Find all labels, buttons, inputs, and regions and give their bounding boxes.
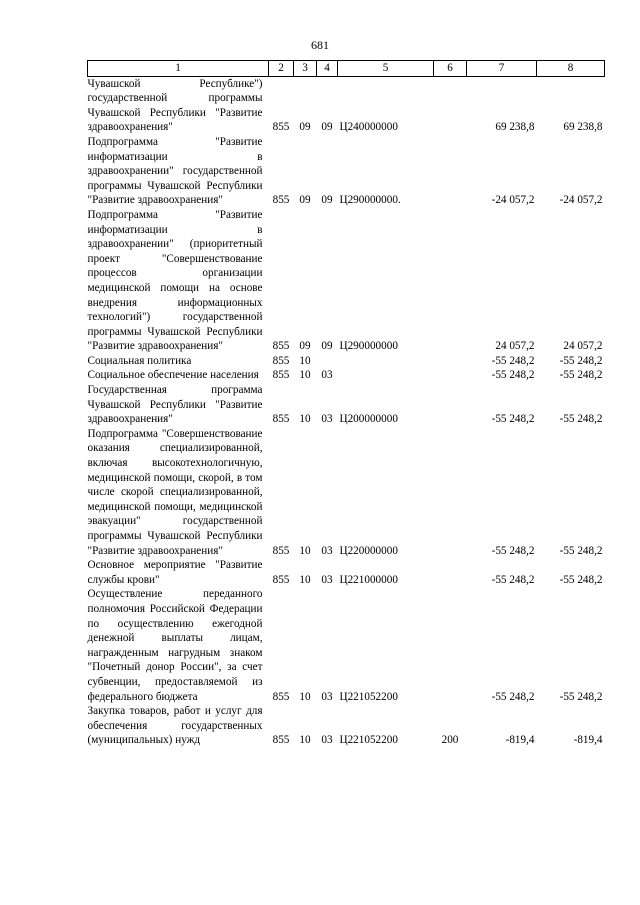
row-subsection: 03 (321, 544, 333, 557)
row-name: Чувашской Республике") государственной программы Чувашской Республики "Развитие здравоохранения" (87, 77, 263, 134)
row-name: Социальная политика (87, 354, 192, 367)
row-target-code: Ц290000000 (339, 340, 398, 353)
row-target-code: Ц290000000. (339, 194, 401, 207)
row-target-code: Ц200000000 (339, 413, 398, 426)
column-header: 2 (269, 61, 294, 77)
row-name: Основное мероприятие "Развитие службы крови" (87, 559, 263, 586)
row-ministry-code: 855 (272, 369, 290, 382)
row-amount-2: -55 248,2 (559, 354, 603, 367)
column-header: 4 (317, 61, 338, 77)
row-section: 10 (299, 354, 311, 367)
row-target-code: Ц221052200 (339, 734, 398, 747)
row-subsection: 03 (321, 734, 333, 747)
row-target-code (338, 368, 434, 383)
row-target-code (338, 354, 434, 369)
row-amount-2: -819,4 (573, 734, 603, 747)
row-subsection: 03 (321, 369, 333, 382)
row-amount-1: -55 248,2 (491, 369, 535, 382)
row-name: Государственная программа Чувашской Республики "Развитие здравоохранения" (87, 384, 263, 426)
row-amount-1: -55 248,2 (491, 413, 535, 426)
row-amount-2: 69 238,8 (563, 121, 603, 134)
row-ministry-code: 855 (272, 690, 290, 703)
row-amount-1: -55 248,2 (491, 354, 535, 367)
row-ministry-code: 855 (272, 734, 290, 747)
row-target-code: Ц240000000 (339, 121, 398, 134)
row-section: 10 (299, 573, 311, 586)
row-name: Подпрограмма "Совершенствование оказания специализированной, включая высокотехнологичную, медицинской помощи, скорой, в том числе скорой специализированной, медицинской помощи, медицинской эвакуации" государственной программы Чувашской Республики "Развитие здравоохранения" (87, 427, 263, 557)
row-section: 09 (299, 194, 311, 207)
row-name: Социальное обеспечение населения (87, 369, 259, 382)
table-row (88, 383, 605, 427)
row-section: 10 (299, 734, 311, 747)
row-subsection: 09 (321, 340, 333, 353)
row-amount-1: -55 248,2 (491, 573, 535, 586)
row-section: 10 (299, 413, 311, 426)
row-section: 10 (299, 544, 311, 557)
column-header: 7 (467, 61, 537, 77)
row-amount-2: -55 248,2 (559, 369, 603, 382)
row-section: 09 (299, 340, 311, 353)
row-subsection: 03 (321, 690, 333, 703)
row-name: Подпрограмма "Развитие информатизации в здравоохранении" (приоритетный проект "Совершенствование процессов организации медицинской помощи на основе внедрения информационных технологий") государственной программы Чувашской Республики "Развитие здравоохранения" (87, 208, 263, 353)
row-amount-1: 69 238,8 (495, 121, 535, 134)
table-row (88, 208, 605, 354)
table-row (88, 135, 605, 208)
row-name: Закупка товаров, работ и услуг для обеспечения государственных (муниципальных) нужд (87, 705, 263, 747)
row-amount-2: -55 248,2 (559, 544, 603, 557)
row-expense-type (434, 383, 467, 427)
row-ministry-code: 855 (272, 340, 290, 353)
row-amount-1: -24 057,2 (491, 194, 535, 207)
row-section: 10 (299, 369, 311, 382)
row-name: Осуществление переданного полномочия Российской Федерации по осуществлению ежегодной денежной выплаты лицам, награжденным нагрудным знаком "Почетный донор России", за счет субвенции, предоставляемой из федерального бюджета (87, 588, 263, 703)
row-subsection (317, 354, 338, 369)
table-row (88, 368, 605, 383)
table-row (88, 587, 605, 704)
row-amount-1: -819,4 (505, 734, 535, 747)
page-number: 681 (311, 38, 329, 52)
row-expense-type (434, 76, 467, 135)
column-header: 5 (338, 61, 434, 77)
row-expense-type (434, 135, 467, 208)
row-subsection: 09 (321, 194, 333, 207)
row-ministry-code: 855 (272, 121, 290, 134)
column-header: 8 (537, 61, 605, 77)
row-ministry-code: 855 (272, 573, 290, 586)
row-amount-2: -55 248,2 (559, 413, 603, 426)
row-target-code: Ц220000000 (339, 544, 398, 557)
row-expense-type (434, 427, 467, 558)
row-expense-type (434, 368, 467, 383)
row-amount-2: -24 057,2 (559, 194, 603, 207)
table-row (88, 558, 605, 587)
row-expense-type (434, 208, 467, 354)
budget-table (87, 60, 605, 748)
row-expense-type: 200 (441, 734, 459, 747)
table-row (88, 704, 605, 748)
row-amount-1: -55 248,2 (491, 690, 535, 703)
row-amount-1: 24 057,2 (495, 340, 535, 353)
table-row (88, 354, 605, 369)
table-header-row (88, 61, 605, 77)
column-header: 1 (88, 61, 269, 77)
row-expense-type (434, 354, 467, 369)
row-subsection: 03 (321, 413, 333, 426)
table-row (88, 76, 605, 135)
row-expense-type (434, 558, 467, 587)
row-name: Подпрограмма "Развитие информатизации в здравоохранении" государственной программы Чувашской Республики "Развитие здравоохранения" (87, 135, 263, 207)
row-amount-2: -55 248,2 (559, 573, 603, 586)
row-section: 09 (299, 121, 311, 134)
row-ministry-code: 855 (272, 544, 290, 557)
row-ministry-code: 855 (272, 354, 290, 367)
table-row (88, 427, 605, 558)
row-amount-1: -55 248,2 (491, 544, 535, 557)
row-ministry-code: 855 (272, 194, 290, 207)
row-amount-2: -55 248,2 (559, 690, 603, 703)
row-target-code: Ц221052200 (339, 690, 398, 703)
row-expense-type (434, 587, 467, 704)
row-amount-2: 24 057,2 (563, 340, 603, 353)
row-subsection: 03 (321, 573, 333, 586)
row-subsection: 09 (321, 121, 333, 134)
row-target-code: Ц221000000 (339, 573, 398, 586)
row-section: 10 (299, 690, 311, 703)
column-header: 6 (434, 61, 467, 77)
row-ministry-code: 855 (272, 413, 290, 426)
column-header: 3 (294, 61, 317, 77)
